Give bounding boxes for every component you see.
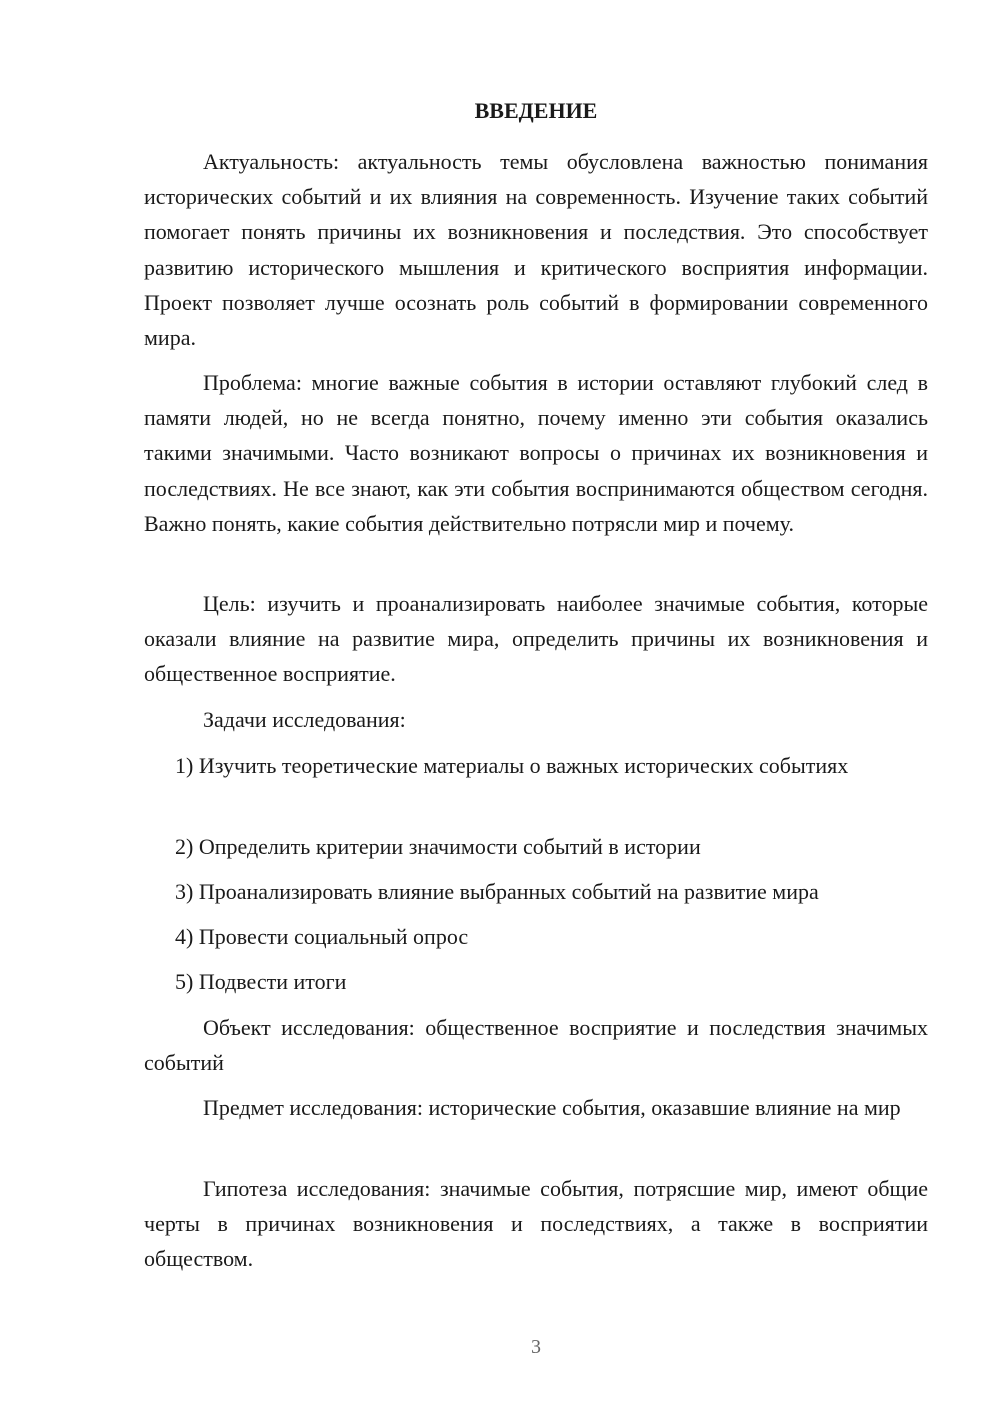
paragraph-goal: Цель: изучить и проанализировать наиболее значимые события, которые оказали влияние на развитие мира, определить причины их возникновения и общественное восприятие. (144, 591, 928, 687)
task-item-5: 5) Подвести итоги (175, 969, 347, 994)
task-item-4: 4) Провести социальный опрос (175, 924, 469, 949)
task-item-2: 2) Определить критерии значимости событий в истории (175, 834, 701, 859)
paragraph-problem: Проблема: многие важные события в истории оставляют глубокий след в памяти людей, но не всегда понятно, почему именно эти события оказались такими значимыми. Часто возникают вопросы о причинах их возникновения и последствиях. Не все знают, как эти события воспринимаются обществом сегодня. Важно понять, какие события действительно потрясли мир и почему. (144, 370, 928, 536)
section-heading: ВВЕДЕНИЕ (474, 98, 598, 123)
page-number: 3 (531, 1336, 541, 1358)
paragraph-object: Объект исследования: общественное восприятие и последствия значимых событий (144, 1015, 928, 1076)
document-page (144, 0, 928, 1414)
tasks-heading: Задачи исследования: (203, 707, 406, 732)
paragraph-hypothesis: Гипотеза исследования: значимые события, потрясшие мир, имеют общие черты в причинах возникновения и последствиях, а также в восприятии обществом. (144, 1176, 928, 1272)
task-item-1: 1) Изучить теоретические материалы о важных исторических событиях (175, 753, 849, 778)
paragraph-relevance: Актуальность: актуальность темы обусловлена важностью понимания исторических событий и их влияния на современность. Изучение таких событий помогает понять причины их возникновения и последствия. Это способствует развитию исторического мышления и критического восприятия информации. Проект позволяет лучше осознать роль событий в формировании современного мира. (144, 149, 928, 351)
task-item-3: 3) Проанализировать влияние выбранных событий на развитие мира (175, 879, 819, 904)
paragraph-subject: Предмет исследования: исторические события, оказавшие влияние на мир (203, 1095, 901, 1120)
